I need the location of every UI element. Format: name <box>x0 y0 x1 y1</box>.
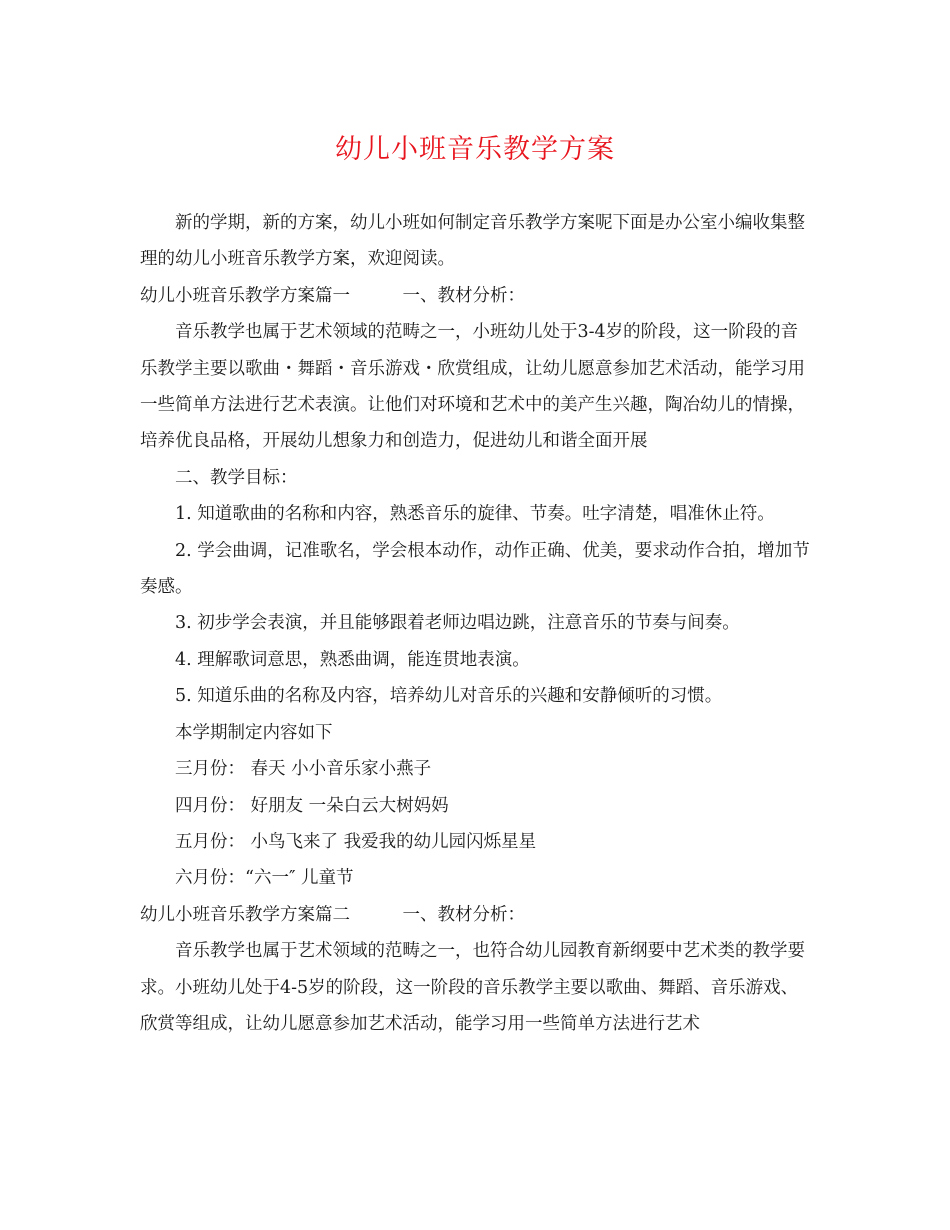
schedule-item: 四月份： 好朋友 一朵白云大树妈妈 <box>175 795 449 816</box>
schedule-heading: 本学期制定内容如下 <box>175 722 333 743</box>
intro-paragraph: 新的学期，新的方案，幼儿小班如何制定音乐教学方案呢下面是办公室小编收集整理的幼儿小班音乐教学方案，欢迎阅读。 <box>140 213 805 270</box>
plan2-analysis-paragraph: 音乐教学也属于艺术领域的范畴之一，也符合幼儿园教育新纲要中艺术类的教学要求。小班幼儿处于4-5岁的阶段，这一阶段的音乐教学主要以歌曲、舞蹈、音乐游戏、欣赏等组成，让幼儿愿意参加艺术活动，能学习用一些简单方法进行艺术 <box>140 941 805 1034</box>
document-body <box>140 205 812 1042</box>
goal-item: 3. 初步学会表演，并且能够跟着老师边唱边跳，注意音乐的节奏与间奏。 <box>175 613 740 634</box>
goal-item: 4. 理解歌词意思，熟悉曲调，能连贯地表演。 <box>175 649 530 670</box>
schedule-item: 五月份： 小鸟飞来了 我爱我的幼儿园闪烁星星 <box>175 831 537 852</box>
plan1-analysis-paragraph: 音乐教学也属于艺术领域的范畴之一，小班幼儿处于3-4岁的阶段，这一阶段的音乐教学主要以歌曲・舞蹈・音乐游戏・欣赏组成，让幼儿愿意参加艺术活动，能学习用一些简单方法进行艺术表演。让他们对环境和艺术中的美产生兴趣，陶冶幼儿的情操，培养优良品格，开展幼儿想象力和创造力，促进幼儿和谐全面开展 <box>140 322 805 452</box>
schedule-item: 六月份：“六一″ 儿童节 <box>175 868 354 889</box>
goal-item: 5. 知道乐曲的名称及内容，培养幼儿对音乐的兴趣和安静倾听的习惯。 <box>175 686 723 707</box>
document-title: 幼儿小班音乐教学方案 <box>335 134 615 165</box>
goal-item: 1. 知道歌曲的名称和内容，熟悉音乐的旋律、节奏。吐字清楚，唱准休止符。 <box>175 504 775 525</box>
plan1-goals-heading: 二、教学目标： <box>175 467 298 488</box>
plan1-heading: 幼儿小班音乐教学方案篇一 一、教材分析： <box>140 285 525 306</box>
schedule-item: 三月份： 春天 小小音乐家小燕子 <box>175 759 432 780</box>
goal-item: 2. 学会曲调，记准歌名，学会根本动作，动作正确、优美，要求动作合拍，增加节 奏感。 <box>140 540 810 598</box>
plan2-heading: 幼儿小班音乐教学方案篇二 一、教材分析： <box>140 904 525 925</box>
